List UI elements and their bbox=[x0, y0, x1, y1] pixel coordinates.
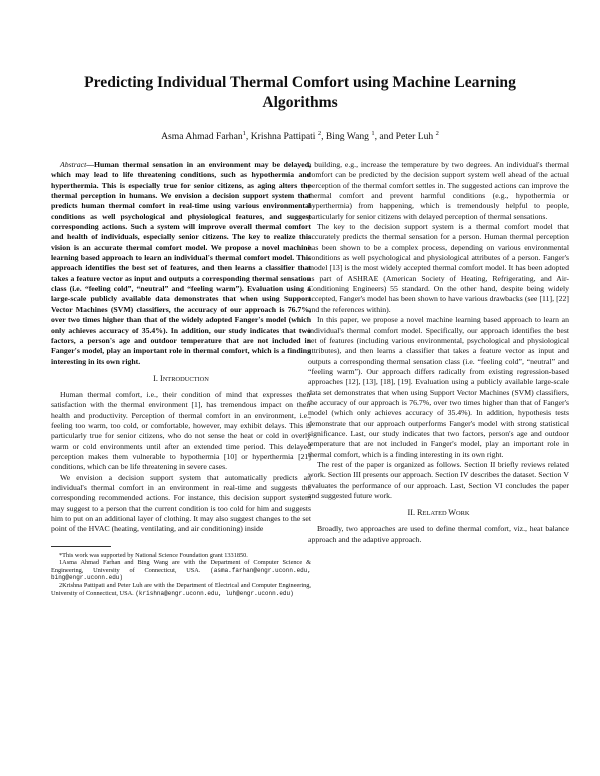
left-column bbox=[51, 160, 311, 597]
paper-title: Predicting Individual Thermal Comfort using Machine Learning Algorithms bbox=[84, 74, 516, 111]
author-name: Bing Wang bbox=[325, 131, 369, 143]
author-list: Asma Ahmad Farhan$^1$, Krishna Pattipati $^2$, Bing Wang $^1$, and Peter Luh $^2$ bbox=[161, 130, 439, 143]
footnote-email: (asma.farhan@engr.uconn.edu, bing@engr.uconn.edu) bbox=[51, 566, 311, 582]
abstract-label: Abstract bbox=[60, 160, 87, 169]
footnote-funding: *This work was supported by National Science Foundation grant 1331850. bbox=[59, 551, 248, 559]
paragraph: In this paper, we propose a novel machine learning based approach to learn an individual's thermal comfort model. Specifically, our approach identifies the best set of features (including various environmental, psychological and physiological attributes), and then learns a classifier that takes a feature vector as input and outputs a corresponding thermal sensation class (i.e. “feeling cold”, “neutral” and “feeling warm”). Our approach differs radically from existing regression-based approaches [12], [13], [18], [19]. Evaluation using a publicly available large-scale data set demonstrates that when using Support Vector Machines (SVM) classifiers, the accuracy of our approach is 76.7%, over two times higher than that of Fanger's model (which only achieves accuracy of 35.4%). In addition, hypothesis tests demonstrate that our approach outperforms Fanger's model with strong statistical significance. Last, our study indicates that two factors, person's age and outdoor temperature that are not included in Fanger's model, play an important role in thermal comfort, which is a finding interesting in its own right. bbox=[308, 315, 569, 459]
footnote-affiliation-2: 2Krishna Pattipati and Peter Luh are with the Department of Electrical and Computer Engineering, University of Connecticut, USA. (krishna@engr.uconn.edu, luh@engr.uconn.edu) bbox=[51, 582, 311, 597]
right-column bbox=[308, 160, 569, 545]
section-heading-introduction: I. INTRODUCTION bbox=[153, 373, 209, 383]
footnote-affiliation-1: 1Asma Ahmad Farhan and Bing Wang are with the Department of Computer Science & Engineering, University of Connecticut, USA. (asma.farhan@engr.uconn.edu, bing@engr.uconn.edu) bbox=[51, 559, 311, 582]
footnote-email: (krishna@engr.uconn.edu, luh@engr.uconn.edu) bbox=[135, 589, 294, 597]
section-heading-related-work: II. RELATED WORK bbox=[407, 508, 470, 518]
paragraph: Human thermal comfort, i.e., their condition of mind that expresses their satisfaction with the thermal environment [1], has tremendous impact on their health and productivity. Perception of thermal comfort in an environment, i.e., feeling too warm, too cold, or comfortable, however, may exhibit delays. This is particularly true for senior citizens, who do not sense the heat or cold in overly warm or cold environments until after an extended time period. This delayed perception makes them vulnerable to hypothermia [10] or hyperthermia [21] conditions, which can be life threatening in severe cases. bbox=[51, 389, 311, 472]
abstract: Abstract—Human thermal sensation in an environment may be delayed, which may lead to life threatening conditions, such as hypothermia and hyperthermia. This is especially true for senior citizens, as aging alters the thermal perception in humans. We envision a decision support system that predicts human thermal comfort in real-time using various environmental conditions as well psychological and physiological features, and suggest corresponding actions. Such a system will improve overall thermal comfort and health of individuals, especially senior citizens. The key to realize this vision is an accurate thermal comfort model. We propose a novel machine learning based approach to learn an individual's thermal comfort model. This approach identifies the best set of features, and then learns a classifier that takes a feature vector as input and outputs a corresponding thermal sensation class (i.e. “feeling cold”, “neutral” and “feeling warm”). Evaluation using a large-scale publicly available data demonstrates that when using Support Vector Machines (SVM) classifiers, the accuracy of our approach is 76.7%, over two times higher than that of the widely adopted Fanger's model (which only achieves accuracy of 35.4%). In addition, our study indicates that two factors, a person's age and outdoor temperature that are not included in Fanger's model, play an important role in thermal comfort, which is a finding interesting in its own right. bbox=[51, 160, 311, 366]
paragraph: We envision a decision support system that automatically predicts an individual's thermal comfort in an environment in real-time and suggests the corresponding recommended actions. For instance, this decision support system may suggest to a person that the current condition is too cold for him and suggests him to put on an additional layer of clothing. It may also suggest changes to the set point of the HVAC (heating, ventilating, and air conditioning) inside bbox=[51, 472, 311, 534]
paragraph: Broadly, two approaches are used to define thermal comfort, viz., heat balance approach and the adaptive approach. bbox=[308, 524, 569, 544]
abstract-text: Human thermal sensation in an environment may be delayed, which may lead to life threatening conditions, such as hypothermia and hyperthermia. This is especially true for senior citizens, as aging alters the thermal perception in humans. We envision a decision support system that predicts human thermal comfort in real-time using various environmental conditions as well psychological and physiological features, and suggest corresponding actions. Such a system will improve overall thermal comfort and health of individuals, especially senior citizens. The key to realize this vision is an accurate thermal comfort model. We propose a novel machine learning based approach to learn an individual's thermal comfort model. This approach identifies the best set of features, and then learns a classifier that takes a feature vector as input and outputs a corresponding thermal sensation class (i.e. “feeling cold”, “neutral” and “feeling warm”). Evaluation using a large-scale publicly available data demonstrates that when using Support Vector Machines (SVM) classifiers, the accuracy of our approach is 76.7%, over two times higher than that of the widely adopted Fanger's model (which only achieves accuracy of 35.4%). In addition, our study indicates that two factors, a person's age and outdoor temperature that are not included in Fanger's model, play an important role in thermal comfort, which is a finding interesting in its own right. bbox=[51, 160, 311, 366]
author-name: Peter Luh bbox=[395, 131, 434, 143]
paragraph: a building, e.g., increase the temperature by two degrees. An individual's thermal comfort can be predicted by the decision support system well ahead of the actual perception of the thermal comfort settles in. The suggested actions can improve the thermal comfort and prevent harmful conditions (e.g., hypothermia or hyperthermia) from happening, which is tremendously helpful to people, particularly for senior citizens with delayed perception of thermal sensations. bbox=[308, 160, 569, 221]
author-affiliation-mark: 2 bbox=[317, 130, 322, 137]
footnote-divider bbox=[51, 546, 111, 547]
paragraph: The rest of the paper is organized as follows. Section II briefly reviews related work. Section III presents our approach. Section IV describes the dataset. Section V evaluates the performance of our approach. Last, Section VI concludes the paper and suggested future work. bbox=[308, 459, 569, 500]
author-affiliation-mark: 2 bbox=[435, 130, 439, 137]
paragraph: The key to the decision support system is a thermal comfort model that accurately predicts the thermal sensation for a person. Human thermal perception has been shown to be a complex process, depending on various environmental conditions as well psychological and physiological attributes of a person. Fanger's model [13] is the most widely accepted thermal comfort model. It has been adopted as part of ASHRAE (American Society of Heating, Refrigerating, and Air-Conditioning Engineers) 55 standard. On the other hand, despite being widely accepted, Fanger's model has been shown to have various drawbacks (see [11], [22] and the references within). bbox=[308, 222, 569, 314]
author-name: Krishna Pattipati bbox=[250, 131, 316, 143]
author-affiliation-mark: 1 bbox=[371, 130, 375, 137]
author-affiliation-mark: 1 bbox=[242, 130, 246, 137]
author-name: Asma Ahmad Farhan bbox=[161, 131, 243, 143]
